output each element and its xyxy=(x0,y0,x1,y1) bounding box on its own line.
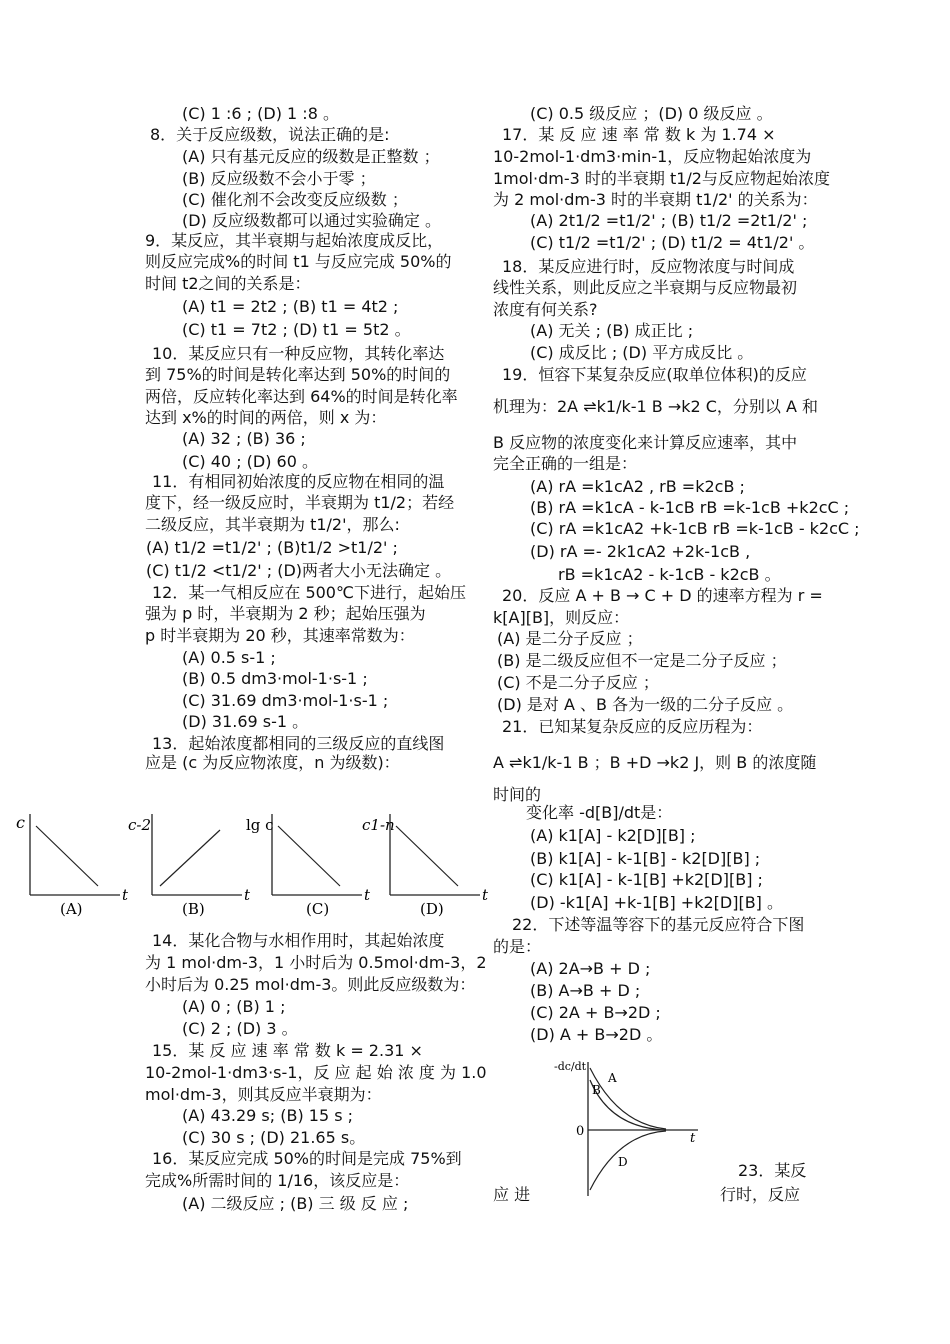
q22-xlabel: t xyxy=(690,1131,696,1146)
q13-xlabel-b: t xyxy=(244,886,251,904)
q12-stem-3: p 时半衰期为 20 秒，其速率常数为： xyxy=(145,626,415,645)
q21-mechanism: A ⇌k1/k-1 B ；B +D →k2 J，则 B 的浓度随 xyxy=(493,753,817,772)
q13-plot-b xyxy=(128,814,251,918)
q20-stem-1: 20．反应 A + B → C + D 的速率方程为 r = xyxy=(502,586,823,605)
q20-option-d: (D) 是对 A 、B 各为一级的二分子反应 。 xyxy=(497,695,794,714)
q14-options-cd: (C) 2 ; (D) 3 。 xyxy=(182,1019,298,1038)
q9-stem-1: 9．某反应，其半衰期与起始浓度成反比， xyxy=(145,231,444,250)
q23-stem-3: 行时，反应 xyxy=(720,1185,801,1204)
q18-stem-2: 线性关系，则此反应之半衰期与反应物最初 xyxy=(493,278,798,297)
q19-stem-3: B 反应物的浓度变化来计算反应速率，其中 xyxy=(493,433,798,452)
q19-option-c: (C) rA =k1cA2 +k-1cB rB =k-1cB - k2cC ; xyxy=(530,519,860,538)
q11-stem-2: 度下，经一级反应时，半衰期为 t1/2；若经 xyxy=(145,493,455,512)
q20-option-b: (B) 是二级反应但不一定是二分子反应 ； xyxy=(497,651,787,670)
q14-stem-1: 14．某化合物与水相作用时，其起始浓度 xyxy=(152,931,445,950)
q21-option-a: (A) k1[A] - k2[D][B] ; xyxy=(530,826,696,845)
q17-stem-1: 17．某 反 应 速 率 常 数 k 为 1.74 × xyxy=(502,125,776,144)
q19-mechanism: 机理为：2A ⇌k1/k-1 B →k2 C，分别以 A 和 xyxy=(493,397,819,416)
q11-stem-1: 11．有相同初始浓度的反应物在相同的温 xyxy=(152,472,445,491)
q13-ylabel-d: c1-n xyxy=(362,816,395,834)
q15-options-ab: (A) 43.29 s; (B) 15 s ; xyxy=(182,1106,354,1125)
q21-option-b: (B) k1[A] - k-1[B] - k2[D][B] ; xyxy=(530,849,761,868)
q10-stem-3: 两倍，反应转化率达到 64%的时间是转化率 xyxy=(145,387,458,406)
q17-stem-3: 1mol·dm-3 时的半衰期 t1/2与反应物起始浓度 xyxy=(493,169,830,188)
q13-xlabel-d: t xyxy=(482,886,489,904)
q18-stem-1: 18．某反应进行时，反应物浓度与时间成 xyxy=(502,257,795,276)
q13-stem-2: 应是 (c 为反应物浓度，n 为级数)： xyxy=(145,753,400,772)
q10-options-cd: (C) 40 ; (D) 60 。 xyxy=(182,452,319,471)
q8-stem: 8．关于反应级数，说法正确的是: xyxy=(150,125,390,144)
q22-option-a: (A) 2A→B + D ; xyxy=(530,959,651,978)
q8-option-c: (C) 催化剂不会改变反应级数 ； xyxy=(182,190,408,209)
q22-option-c: (C) 2A + B→2D ; xyxy=(530,1003,661,1022)
q15-stem-2: 10-2mol-1·dm3·s-1，反 应 起 始 浓 度 为 1.0 xyxy=(145,1063,487,1082)
q13-plot-c xyxy=(246,814,371,918)
q22-zero-label: 0 xyxy=(576,1124,585,1139)
q22-ylabel: -dc/dt xyxy=(554,1060,587,1073)
q21-stem-4: 变化率 -d[B]/dt是： xyxy=(526,803,673,822)
q21-option-d: (D) -k1[A] +k-1[B] +k2[D][B] 。 xyxy=(530,893,784,912)
q8-option-d: (D) 反应级数都可以通过实验确定 。 xyxy=(182,211,441,230)
q19-option-b: (B) rA =k1cA - k-1cB rB =k-1cB +k2cC ; xyxy=(530,498,850,517)
q18-stem-3: 浓度有何关系? xyxy=(493,300,598,319)
q10-stem-4: 达到 x%的时间的两倍，则 x 为： xyxy=(145,408,387,427)
q15-stem-1: 15．某 反 应 速 率 常 数 k = 2.31 × xyxy=(152,1041,423,1060)
q13-caption-a: (A) xyxy=(60,900,83,918)
q9-stem-3: 时间 t2之间的关系是： xyxy=(145,274,311,293)
q22-label-d: D xyxy=(618,1155,628,1169)
q23-stem-1: 23．某反 xyxy=(738,1161,807,1180)
q21-stem-1: 21．已知某复杂反应的反应历程为： xyxy=(502,717,763,736)
q10-stem-1: 10．某反应只有一种反应物，其转化率达 xyxy=(152,344,445,363)
q17-options-cd: (C) t1/2 =t1/2' ; (D) t1/2 = 4t1/2' 。 xyxy=(530,233,815,252)
q14-options-ab: (A) 0 ; (B) 1 ; xyxy=(182,997,286,1016)
q13-plot-a xyxy=(16,813,129,918)
q15-options-cd: (C) 30 s ; (D) 21.65 s。 xyxy=(182,1128,366,1147)
q9-options-cd: (C) t1 = 7t2 ; (D) t1 = 5t2 。 xyxy=(182,320,411,339)
q11-options-ab: (A) t1/2 =t1/2' ; (B)t1/2 >t1/2' ; xyxy=(146,538,398,557)
q21-stem-3: 时间的 xyxy=(493,785,542,804)
q12-option-d: (D) 31.69 s-1 。 xyxy=(182,712,309,731)
q16-options-cd: (C) 0.5 级反应 ；(D) 0 级反应 。 xyxy=(530,104,773,123)
q13-caption-d: (D) xyxy=(420,900,444,918)
q19-option-a: (A) rA =k1cA2 , rB =k2cB ; xyxy=(530,477,745,496)
q12-stem-1: 12．某一气相反应在 500℃下进行，起始压 xyxy=(152,583,466,602)
q7-options-cd: (C) 1 :6 ; (D) 1 :8 。 xyxy=(182,104,339,123)
q8-option-b: (B) 反应级数不会小于零 ； xyxy=(182,169,376,188)
q11-options-cd: (C) t1/2 <t1/2' ; (D)两者大小无法确定 。 xyxy=(146,561,452,580)
q22-figure xyxy=(548,1056,708,1198)
q22-label-a: A xyxy=(608,1071,617,1085)
q13-trend-line-b xyxy=(160,830,220,886)
q13-stem-1: 13．起始浓度都相同的三级反应的直线图 xyxy=(152,734,445,753)
q20-stem-2: k[A][B]，则反应： xyxy=(493,608,630,627)
q19-option-d-1: (D) rA =- 2k1cA2 +2k-1cB , xyxy=(530,542,751,561)
q22-option-d: (D) A + B→2D 。 xyxy=(530,1025,663,1044)
q11-stem-3: 二级反应，其半衰期为 t1/2'，那么: xyxy=(145,515,400,534)
q13-trend-line-a xyxy=(36,826,98,886)
q17-stem-4: 为 2 mol·dm-3 时的半衰期 t1/2' 的关系为： xyxy=(493,190,818,209)
q13-xlabel-c: t xyxy=(364,886,371,904)
q19-option-d-2: rB =k1cA2 - k-1cB - k2cB 。 xyxy=(558,565,781,584)
q22-label-b: B xyxy=(592,1083,601,1097)
q22-stem-1: 22．下述等温等容下的基元反应符合下图 xyxy=(512,915,805,934)
q9-stem-2: 则反应完成%的时间 t1 与反应完成 50%的 xyxy=(145,252,452,271)
q14-stem-3: 小时后为 0.25 mol·dm-3。则此反应级数为： xyxy=(145,975,476,994)
q20-option-c: (C) 不是二分子反应 ； xyxy=(497,673,659,692)
q13-trend-line-c xyxy=(278,826,340,886)
q8-option-a: (A) 只有基元反应的级数是正整数 ； xyxy=(182,147,440,166)
q13-caption-c: (C) xyxy=(306,900,330,918)
q22-option-b: (B) A→B + D ; xyxy=(530,981,641,1000)
q22-curve-d xyxy=(590,1131,666,1190)
q19-stem-1: 19．恒容下某复杂反应(取单位体积)的反应 xyxy=(502,365,807,384)
q14-stem-2: 为 1 mol·dm-3，1 小时后为 0.5mol·dm-3，2 xyxy=(145,953,487,972)
q9-options-ab: (A) t1 = 2t2 ; (B) t1 = 4t2 ; xyxy=(182,297,399,316)
q12-option-b: (B) 0.5 dm3·mol-1·s-1 ; xyxy=(182,669,368,688)
q22-stem-2: 的是： xyxy=(493,937,542,956)
q13-ylabel-a: c xyxy=(16,813,25,832)
q22-curve-a xyxy=(590,1068,666,1129)
q23-stem-2: 应 进 xyxy=(493,1185,531,1204)
q13-ylabel-b: c-2 xyxy=(128,816,152,834)
q13-ylabel-c: lg c xyxy=(246,816,274,834)
q13-trend-line-d xyxy=(396,826,458,886)
q17-options-ab: (A) 2t1/2 =t1/2' ; (B) t1/2 =2t1/2' ; xyxy=(530,211,808,230)
q19-stem-4: 完全正确的一组是： xyxy=(493,454,638,473)
q13-caption-b: (B) xyxy=(182,900,205,918)
q15-stem-3: mol·dm-3，则其反应半衰期为： xyxy=(145,1085,382,1104)
q16-stem-1: 16．某反应完成 50%的时间是完成 75%到 xyxy=(152,1149,462,1168)
q18-options-cd: (C) 成反比 ; (D) 平方成反比 。 xyxy=(530,343,754,362)
q21-option-c: (C) k1[A] - k-1[B] +k2[D][B] ; xyxy=(530,870,763,889)
q13-xlabel-a: t xyxy=(122,886,129,904)
q13-plot-d xyxy=(362,814,489,918)
q10-stem-2: 到 75%的时间是转化率达到 50%的时间的 xyxy=(145,365,451,384)
q12-stem-2: 强为 p 时，半衰期为 2 秒；起始压强为 xyxy=(145,604,426,623)
q16-stem-2: 完成%所需时间的 1/16，该反应是： xyxy=(145,1171,410,1190)
q17-stem-2: 10-2mol-1·dm3·min-1，反应物起始浓度为 xyxy=(493,147,812,166)
q18-options-ab: (A) 无关 ; (B) 成正比 ; xyxy=(530,321,694,340)
q12-option-c: (C) 31.69 dm3·mol-1·s-1 ; xyxy=(182,691,389,710)
q20-option-a: (A) 是二分子反应 ； xyxy=(497,629,643,648)
q12-option-a: (A) 0.5 s-1 ; xyxy=(182,648,276,667)
q16-options-ab: (A) 二级反应 ; (B) 三 级 反 应 ; xyxy=(182,1194,409,1213)
q13-figure xyxy=(10,800,495,925)
q10-options-ab: (A) 32 ; (B) 36 ; xyxy=(182,429,306,448)
